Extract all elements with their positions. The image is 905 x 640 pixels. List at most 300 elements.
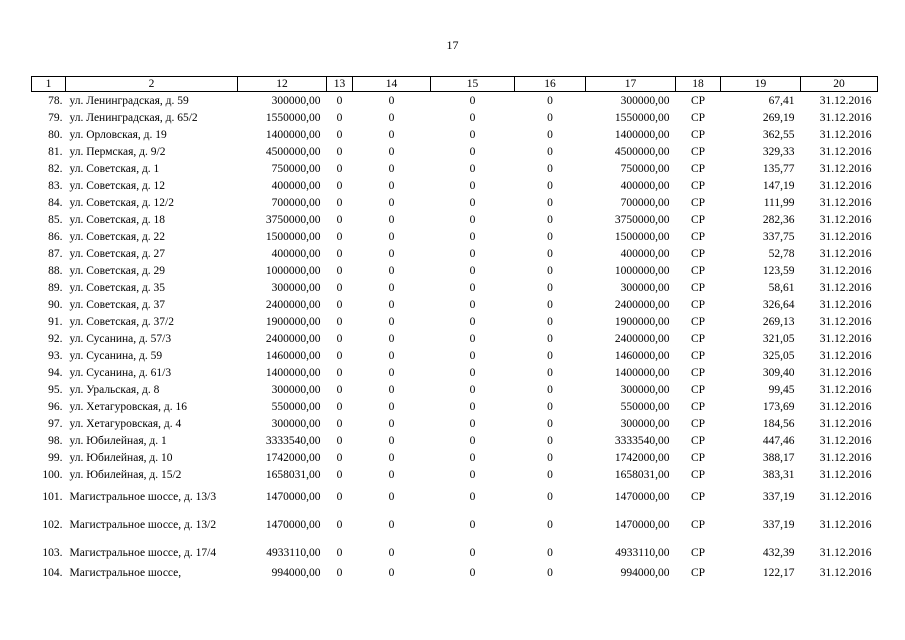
value-col19: 329,33 [762, 145, 795, 158]
code-col18: СР [690, 94, 706, 107]
table-row [32, 364, 878, 381]
code-col18: СР [690, 366, 706, 379]
amount-col12: 1460000,00 [265, 349, 321, 362]
code-col18: СР [690, 547, 706, 559]
value-col16: 0 [547, 264, 553, 277]
table-row [32, 126, 878, 143]
value-col14: 0 [388, 400, 395, 413]
value-col14: 0 [388, 213, 395, 226]
amount-col12: 4500000,00 [265, 145, 321, 158]
code-col18: СР [690, 264, 706, 277]
value-col16: 0 [547, 145, 553, 158]
value-col16: 0 [547, 230, 553, 243]
value-col16: 0 [547, 196, 553, 209]
value-col13: 0 [336, 383, 343, 396]
column-header: 17 [586, 77, 676, 92]
value-col16: 0 [547, 434, 553, 447]
value-col15: 0 [469, 349, 476, 362]
value-col15: 0 [469, 128, 476, 141]
value-col14: 0 [388, 128, 395, 141]
row-number: 85. [48, 213, 63, 226]
address: ул. Советская, д. 12/2 [69, 196, 174, 209]
value-col16: 0 [547, 547, 553, 559]
date-col20: 31.12.2016 [819, 162, 872, 175]
value-col16: 0 [547, 247, 553, 260]
value-col16: 0 [547, 349, 553, 362]
code-col18: СР [690, 128, 706, 141]
code-col18: СР [690, 567, 706, 579]
date-col20: 31.12.2016 [819, 491, 872, 503]
value-col15: 0 [469, 281, 476, 294]
value-col16: 0 [547, 417, 553, 430]
code-col18: СР [690, 332, 706, 345]
amount-col12: 700000,00 [271, 196, 321, 209]
address: ул. Советская, д. 29 [69, 264, 166, 277]
date-col20: 31.12.2016 [819, 247, 872, 260]
amount-col12: 994000,00 [271, 567, 321, 579]
code-col18: СР [690, 400, 706, 413]
date-col20: 31.12.2016 [819, 94, 872, 107]
value-col13: 0 [336, 94, 343, 107]
row-number: 99. [48, 451, 63, 464]
value-col13: 0 [336, 230, 343, 243]
code-col18: СР [690, 111, 706, 124]
code-col18: СР [690, 491, 706, 503]
value-col13: 0 [336, 247, 343, 260]
value-col15: 0 [469, 179, 476, 192]
value-col13: 0 [336, 315, 343, 328]
value-col16: 0 [547, 213, 553, 226]
table-row [32, 262, 878, 279]
address: ул. Советская, д. 37/2 [69, 315, 174, 328]
address: ул. Сусанина, д. 57/3 [69, 332, 172, 345]
value-col15: 0 [469, 111, 476, 124]
amount-col12: 2400000,00 [265, 298, 321, 311]
value-col15: 0 [469, 547, 476, 559]
value-col15: 0 [469, 519, 476, 531]
amount-col17: 550000,00 [620, 400, 670, 413]
date-col20: 31.12.2016 [819, 230, 872, 243]
amount-col12: 1658031,00 [265, 468, 321, 481]
value-col19: 123,59 [762, 264, 795, 277]
value-col19: 325,05 [762, 349, 795, 362]
value-col13: 0 [336, 145, 343, 158]
value-col14: 0 [388, 315, 395, 328]
date-col20: 31.12.2016 [819, 281, 872, 294]
address: ул. Советская, д. 27 [69, 247, 166, 260]
date-col20: 31.12.2016 [819, 111, 872, 124]
column-header: 1 [32, 77, 66, 92]
value-col19: 52,78 [768, 247, 795, 260]
address: ул. Сусанина, д. 59 [69, 349, 163, 362]
value-col14: 0 [388, 434, 395, 447]
column-header: 13 [327, 77, 353, 92]
value-col15: 0 [469, 451, 476, 464]
value-col19: 432,39 [762, 547, 795, 559]
code-col18: СР [690, 417, 706, 430]
amount-col12: 1900000,00 [265, 315, 321, 328]
table-row [32, 415, 878, 432]
table-row [32, 483, 878, 511]
value-col13: 0 [336, 434, 343, 447]
value-col13: 0 [336, 332, 343, 345]
value-col13: 0 [336, 213, 343, 226]
row-number: 91. [48, 315, 63, 328]
value-col16: 0 [547, 491, 553, 503]
table-row [32, 347, 878, 364]
value-col16: 0 [547, 567, 553, 579]
table-row [32, 92, 878, 110]
amount-col17: 1658031,00 [614, 468, 670, 481]
amount-col12: 300000,00 [271, 94, 321, 107]
row-number: 90. [48, 298, 63, 311]
column-header: 15 [431, 77, 515, 92]
value-col16: 0 [547, 366, 553, 379]
value-col15: 0 [469, 247, 476, 260]
value-col19: 67,41 [768, 94, 795, 107]
amount-col17: 4500000,00 [614, 145, 670, 158]
value-col15: 0 [469, 417, 476, 430]
value-col15: 0 [469, 162, 476, 175]
amount-col12: 750000,00 [271, 162, 321, 175]
code-col18: СР [690, 434, 706, 447]
value-col14: 0 [388, 162, 395, 175]
row-number: 102. [42, 519, 63, 531]
table-row [32, 398, 878, 415]
date-col20: 31.12.2016 [819, 400, 872, 413]
table-row [32, 194, 878, 211]
amount-col17: 400000,00 [620, 247, 670, 260]
row-number: 98. [48, 434, 63, 447]
amount-col17: 1550000,00 [614, 111, 670, 124]
amount-col17: 1400000,00 [614, 366, 670, 379]
amount-col17: 300000,00 [620, 417, 670, 430]
value-col19: 99,45 [768, 383, 795, 396]
row-number: 81. [48, 145, 63, 158]
date-col20: 31.12.2016 [819, 434, 872, 447]
table-row [32, 449, 878, 466]
amount-col17: 1470000,00 [614, 519, 670, 531]
value-col14: 0 [388, 230, 395, 243]
row-number: 83. [48, 179, 63, 192]
row-number: 104. [42, 567, 63, 579]
value-col14: 0 [388, 491, 395, 503]
amount-col17: 400000,00 [620, 179, 670, 192]
column-header: 20 [801, 77, 878, 92]
code-col18: СР [690, 281, 706, 294]
code-col18: СР [690, 519, 706, 531]
value-col19: 269,13 [762, 315, 795, 328]
date-col20: 31.12.2016 [819, 196, 872, 209]
value-col15: 0 [469, 491, 476, 503]
value-col16: 0 [547, 383, 553, 396]
address: ул. Советская, д. 22 [69, 230, 166, 243]
amount-col12: 1470000,00 [265, 519, 321, 531]
amount-col17: 1400000,00 [614, 128, 670, 141]
date-col20: 31.12.2016 [819, 128, 872, 141]
row-number: 103. [42, 547, 63, 559]
address: ул. Юбилейная, д. 10 [69, 451, 173, 464]
column-header: 14 [353, 77, 431, 92]
value-col14: 0 [388, 383, 395, 396]
value-col15: 0 [469, 196, 476, 209]
date-col20: 31.12.2016 [819, 366, 872, 379]
date-col20: 31.12.2016 [819, 383, 872, 396]
address: ул. Сусанина, д. 61/3 [69, 366, 172, 379]
date-col20: 31.12.2016 [819, 298, 872, 311]
amount-col17: 750000,00 [620, 162, 670, 175]
value-col19: 337,75 [762, 230, 795, 243]
value-col19: 326,64 [762, 298, 795, 311]
table-row [32, 330, 878, 347]
amount-col12: 300000,00 [271, 383, 321, 396]
address: ул. Хетагуровская, д. 16 [69, 400, 188, 413]
table-row [32, 539, 878, 567]
value-col14: 0 [388, 567, 395, 579]
value-col19: 135,77 [762, 162, 795, 175]
row-number: 101. [42, 491, 63, 503]
code-col18: СР [690, 247, 706, 260]
value-col15: 0 [469, 264, 476, 277]
address: ул. Хетагуровская, д. 4 [69, 417, 182, 430]
amount-col12: 400000,00 [271, 179, 321, 192]
value-col19: 269,19 [762, 111, 795, 124]
value-col14: 0 [388, 417, 395, 430]
value-col13: 0 [336, 519, 343, 531]
value-col19: 447,46 [762, 434, 795, 447]
column-header: 19 [721, 77, 801, 92]
value-col14: 0 [388, 366, 395, 379]
amount-col17: 1742000,00 [614, 451, 670, 464]
date-col20: 31.12.2016 [819, 547, 872, 559]
value-col14: 0 [388, 519, 395, 531]
table-row [32, 432, 878, 449]
amount-col12: 1470000,00 [265, 491, 321, 503]
value-col19: 58,61 [768, 281, 795, 294]
value-col19: 362,55 [762, 128, 795, 141]
table-row [32, 177, 878, 194]
address: Магистральное шоссе, д. 17/4 [69, 547, 217, 559]
address: ул. Юбилейная, д. 15/2 [69, 468, 182, 481]
value-col15: 0 [469, 567, 476, 579]
table-row [32, 211, 878, 228]
value-col14: 0 [388, 332, 395, 345]
table-header-row [32, 77, 878, 92]
address: ул. Пермская, д. 9/2 [69, 145, 166, 158]
row-number: 97. [48, 417, 63, 430]
value-col19: 122,17 [762, 567, 795, 579]
value-col19: 147,19 [762, 179, 795, 192]
address: ул. Ленинградская, д. 59 [69, 94, 189, 107]
value-col14: 0 [388, 179, 395, 192]
amount-col17: 1900000,00 [614, 315, 670, 328]
date-col20: 31.12.2016 [819, 349, 872, 362]
date-col20: 31.12.2016 [819, 213, 872, 226]
date-col20: 31.12.2016 [819, 145, 872, 158]
address: ул. Орловская, д. 19 [69, 128, 167, 141]
value-col16: 0 [547, 281, 553, 294]
value-col16: 0 [547, 94, 553, 107]
row-number: 93. [48, 349, 63, 362]
date-col20: 31.12.2016 [819, 332, 872, 345]
date-col20: 31.12.2016 [819, 468, 872, 481]
code-col18: СР [690, 145, 706, 158]
code-col18: СР [690, 213, 706, 226]
value-col16: 0 [547, 468, 553, 481]
row-number: 80. [48, 128, 63, 141]
amount-col12: 300000,00 [271, 417, 321, 430]
code-col18: СР [690, 383, 706, 396]
value-col13: 0 [336, 162, 343, 175]
column-header: 16 [515, 77, 586, 92]
amount-col17: 2400000,00 [614, 332, 670, 345]
amount-col12: 400000,00 [271, 247, 321, 260]
value-col13: 0 [336, 468, 343, 481]
value-col13: 0 [336, 298, 343, 311]
date-col20: 31.12.2016 [819, 417, 872, 430]
amount-col17: 300000,00 [620, 383, 670, 396]
value-col15: 0 [469, 332, 476, 345]
value-col19: 388,17 [762, 451, 795, 464]
code-col18: СР [690, 451, 706, 464]
value-col15: 0 [469, 230, 476, 243]
address: Магистральное шоссе, д. 13/2 [69, 519, 217, 531]
value-col15: 0 [469, 366, 476, 379]
value-col13: 0 [336, 111, 343, 124]
amount-col17: 3750000,00 [614, 213, 670, 226]
address: ул. Ленинградская, д. 65/2 [69, 111, 198, 124]
amount-col17: 3333540,00 [614, 434, 670, 447]
value-col16: 0 [547, 451, 553, 464]
row-number: 78. [48, 94, 63, 107]
table-row [32, 109, 878, 126]
value-col13: 0 [336, 366, 343, 379]
code-col18: СР [690, 230, 706, 243]
value-col13: 0 [336, 491, 343, 503]
date-col20: 31.12.2016 [819, 264, 872, 277]
value-col13: 0 [336, 264, 343, 277]
table-row [32, 466, 878, 483]
value-col19: 173,69 [762, 400, 795, 413]
address: ул. Советская, д. 18 [69, 213, 166, 226]
table-row [32, 296, 878, 313]
row-number: 95. [48, 383, 63, 396]
value-col15: 0 [469, 94, 476, 107]
row-number: 87. [48, 247, 63, 260]
value-col14: 0 [388, 94, 395, 107]
value-col15: 0 [469, 213, 476, 226]
date-col20: 31.12.2016 [819, 315, 872, 328]
table-row [32, 279, 878, 296]
amount-col17: 700000,00 [620, 196, 670, 209]
page-number: 17 [446, 38, 459, 52]
value-col15: 0 [469, 145, 476, 158]
value-col14: 0 [388, 264, 395, 277]
amount-col17: 4933110,00 [615, 547, 670, 559]
row-number: 89. [48, 281, 63, 294]
value-col13: 0 [336, 547, 343, 559]
date-col20: 31.12.2016 [819, 519, 872, 531]
value-col13: 0 [336, 179, 343, 192]
value-col16: 0 [547, 315, 553, 328]
value-col19: 184,56 [762, 417, 795, 430]
table-body [32, 92, 878, 584]
value-col19: 309,40 [762, 366, 795, 379]
row-number: 86. [48, 230, 63, 243]
code-col18: СР [690, 298, 706, 311]
value-col13: 0 [336, 196, 343, 209]
amount-col12: 3750000,00 [265, 213, 321, 226]
amount-col12: 300000,00 [271, 281, 321, 294]
data-table [31, 76, 878, 583]
value-col14: 0 [388, 196, 395, 209]
table-row [32, 381, 878, 398]
value-col14: 0 [388, 145, 395, 158]
amount-col17: 1470000,00 [614, 491, 670, 503]
address: ул. Юбилейная, д. 1 [69, 434, 167, 447]
value-col13: 0 [336, 128, 343, 141]
value-col15: 0 [469, 298, 476, 311]
address: ул. Советская, д. 1 [69, 162, 160, 175]
address: ул. Советская, д. 12 [69, 179, 166, 192]
table-row [32, 567, 878, 583]
value-col14: 0 [388, 247, 395, 260]
value-col19: 383,31 [762, 468, 795, 481]
code-col18: СР [690, 349, 706, 362]
table-row [32, 228, 878, 245]
amount-col12: 1742000,00 [265, 451, 321, 464]
value-col19: 337,19 [762, 491, 795, 503]
value-col19: 282,36 [762, 213, 795, 226]
value-col16: 0 [547, 128, 553, 141]
amount-col12: 3333540,00 [265, 434, 321, 447]
value-col13: 0 [336, 281, 343, 294]
table-row [32, 313, 878, 330]
amount-col12: 550000,00 [271, 400, 321, 413]
code-col18: СР [690, 196, 706, 209]
amount-col17: 1000000,00 [614, 264, 670, 277]
amount-col17: 2400000,00 [614, 298, 670, 311]
address: Магистральное шоссе, [69, 567, 182, 579]
amount-col12: 1000000,00 [265, 264, 321, 277]
address: Магистральное шоссе, д. 13/3 [69, 491, 217, 503]
value-col19: 321,05 [762, 332, 795, 345]
value-col14: 0 [388, 298, 395, 311]
value-col15: 0 [469, 383, 476, 396]
amount-col17: 300000,00 [620, 94, 670, 107]
value-col14: 0 [388, 281, 395, 294]
value-col14: 0 [388, 468, 395, 481]
value-col15: 0 [469, 468, 476, 481]
value-col14: 0 [388, 451, 395, 464]
address: ул. Уральская, д. 8 [69, 383, 160, 396]
value-col19: 111,99 [763, 196, 795, 209]
value-col13: 0 [336, 451, 343, 464]
date-col20: 31.12.2016 [819, 451, 872, 464]
value-col15: 0 [469, 400, 476, 413]
column-header: 2 [66, 77, 238, 92]
value-col13: 0 [336, 400, 343, 413]
amount-col12: 1400000,00 [265, 128, 321, 141]
amount-col17: 994000,00 [620, 567, 670, 579]
amount-col12: 1500000,00 [265, 230, 321, 243]
amount-col17: 1500000,00 [614, 230, 670, 243]
row-number: 94. [48, 366, 63, 379]
value-col16: 0 [547, 519, 553, 531]
code-col18: СР [690, 315, 706, 328]
value-col14: 0 [388, 547, 395, 559]
value-col16: 0 [547, 179, 553, 192]
